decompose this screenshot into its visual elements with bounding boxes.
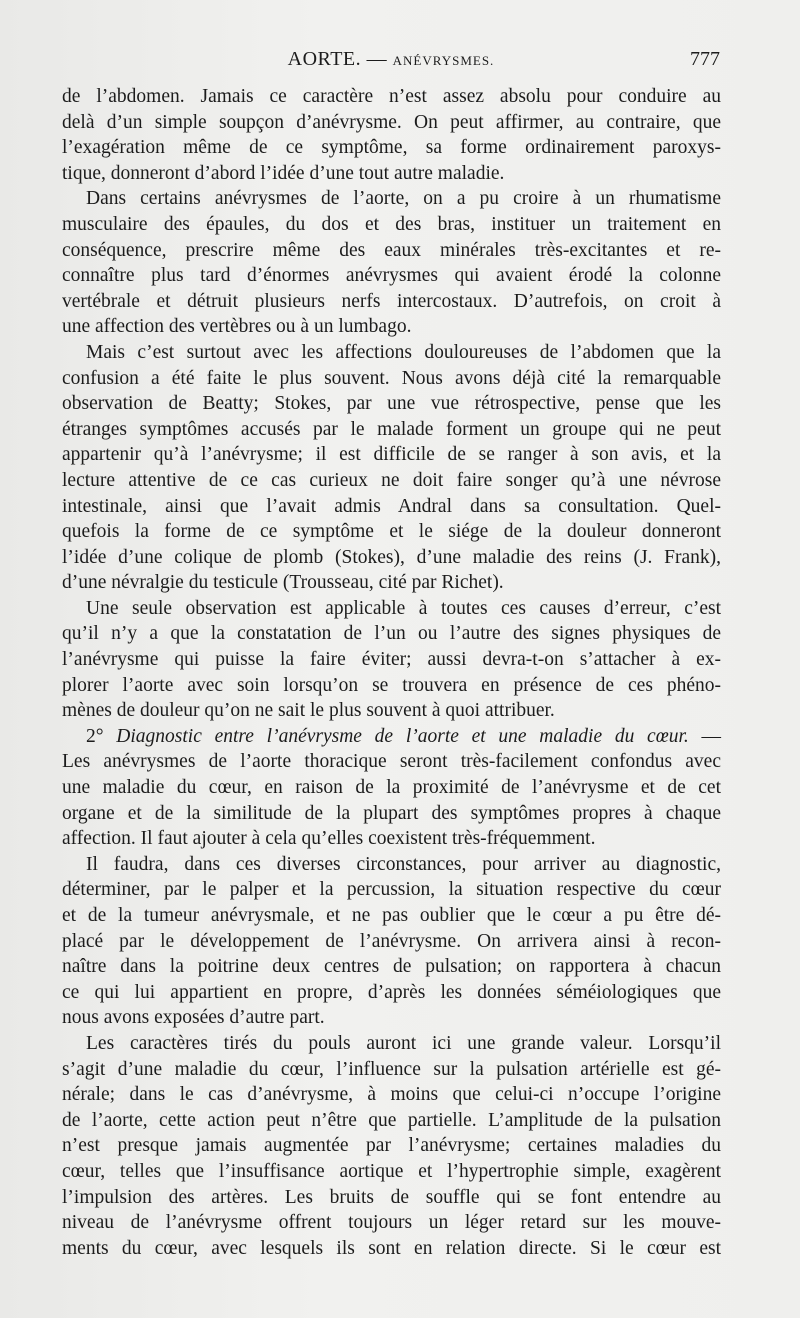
- text-line: cœur, telles que l’insuffisance aortique et l’hypertrophie simple, exagèrent: [62, 1160, 721, 1182]
- text-line: l’exagération même de ce symptôme, sa forme ordinairement paroxys-: [62, 137, 721, 159]
- text-line: observation de Beatty; Stokes, par une vue rétrospective, pense que les: [62, 393, 721, 415]
- paragraph-start-line: Mais c’est surtout avec les affections douloureuses de l’abdomen que la: [86, 341, 721, 363]
- text-line: tique, donneront d’abord l’idée d’une tout autre maladie.: [62, 162, 505, 184]
- text-line: s’agit d’une maladie du cœur, l’influence sur la pulsation artérielle est gé-: [62, 1058, 721, 1080]
- paragraph-start-line: Une seule observation est applicable à toutes ces causes d’erreur, c’est: [86, 597, 721, 619]
- text-line: naître dans la poitrine deux centres de pulsation; on rapportera à chacun: [62, 956, 721, 978]
- text-line: l’impulsion des artères. Les bruits de souffle qui se font entendre au: [62, 1186, 721, 1208]
- text-line: confusion a été faite le plus souvent. Nous avons déjà cité la remarquable: [62, 367, 721, 389]
- text-line: organe et de la similitude de la plupart des symptômes propres à chaque: [62, 802, 721, 824]
- running-title-sub: ANÉVRYSMES.: [392, 53, 495, 68]
- text-line: lecture attentive de ce cas curieux ne doit faire songer qu’à une névrose: [62, 469, 721, 491]
- text-line: conséquence, prescrire même des eaux minérales très-excitantes et re-: [62, 239, 721, 261]
- text-line: une affection des vertèbres ou à un lumbago.: [62, 316, 412, 338]
- text-line: mènes de douleur qu’on ne sait le plus souvent à quoi attribuer.: [62, 700, 555, 722]
- text-line: n’est presque jamais augmentée par l’anévrysme; certaines maladies du: [62, 1135, 721, 1157]
- text-line: l’idée d’une colique de plomb (Stokes), d’une maladie des reins (J. Frank),: [62, 546, 721, 568]
- text-line: quefois la forme de ce symptôme et le siége de la douleur donneront: [62, 521, 721, 543]
- text-line: d’une névralgie du testicule (Trousseau, cité par Richet).: [62, 572, 504, 594]
- text-line: l’anévrysme qui puisse la faire éviter; aussi devra-t-on s’attacher à ex-: [62, 649, 721, 671]
- section-heading-dash: —: [688, 725, 722, 747]
- text-line: ce qui lui appartient en propre, d’après les données séméiologiques que: [62, 981, 721, 1003]
- text-line: appartenir qu’à l’anévrysme; il est difficile de se ranger à son avis, et la: [62, 444, 721, 466]
- running-title-main: AORTE. —: [287, 48, 388, 70]
- section-number: 2°: [86, 725, 104, 747]
- text-line: nous avons exposées d’autre part.: [62, 1007, 325, 1029]
- running-header: [62, 48, 720, 74]
- text-line: étranges symptômes accusés par le malade forment un groupe qui ne peut: [62, 418, 721, 440]
- text-line: Les anévrysmes de l’aorte thoracique seront très-facilement confondus avec: [62, 751, 721, 773]
- text-line: et de la tumeur anévrysmale, et ne pas oublier que le cœur a pu être dé-: [62, 905, 721, 926]
- text-line: qu’il n’y a que la constatation de l’un ou l’autre des signes physiques de: [62, 623, 721, 645]
- text-line: de l’abdomen. Jamais ce caractère n’est assez absolu pour conduire au: [62, 86, 721, 107]
- text-line: ments du cœur, avec lesquels ils sont en relation directe. Si le cœur est: [62, 1237, 721, 1259]
- text-line: vertébrale et détruit plusieurs nerfs intercostaux. D’autrefois, on croit à: [62, 290, 721, 312]
- body-text: [62, 84, 721, 1261]
- running-title: [62, 48, 720, 71]
- text-line: placé par le développement de l’anévrysme. On arrivera ainsi à recon-: [62, 930, 721, 952]
- text-line: plorer l’aorte avec soin lorsqu’on se trouvera en présence de ces phéno-: [62, 674, 721, 696]
- text-line: delà d’un simple soupçon d’anévrysme. On peut affirmer, au contraire, que: [62, 111, 721, 133]
- text-line: niveau de l’anévrysme offrent toujours un léger retard sur les mouve-: [62, 1212, 721, 1234]
- text-line: une maladie du cœur, en raison de la proximité de l’anévrysme et de cet: [62, 777, 721, 799]
- paragraph-start-line: Il faudra, dans ces diverses circonstances, pour arriver au diagnostic,: [86, 853, 721, 875]
- text-line: affection. Il faut ajouter à cela qu’elles coexistent très-fréquemment.: [62, 828, 596, 850]
- section-heading-italic: Diagnostic entre l’anévrysme de l’aorte et une maladie du cœur.: [116, 725, 689, 747]
- text-line: de l’aorte, cette action peut n’être que partielle. L’amplitude de la pulsation: [62, 1109, 721, 1131]
- text-line: connaître plus tard d’énormes anévrysmes qui avaient érodé la colonne: [62, 265, 721, 287]
- paragraph-start-line: Les caractères tirés du pouls auront ici une grande valeur. Lorsqu’il: [86, 1032, 721, 1054]
- text-line: nérale; dans le cas d’anévrysme, à moins que celui-ci n’occupe l’origine: [62, 1084, 721, 1106]
- text-line: musculaire des épaules, du dos et des bras, instituer un traitement en: [62, 213, 721, 235]
- text-line: déterminer, par le palper et la percussion, la situation respective du cœur: [62, 879, 721, 901]
- page-number: 777: [690, 48, 720, 70]
- text-line: intestinale, ainsi que l’avait admis Andral dans sa consultation. Quel-: [62, 495, 721, 517]
- section-heading-line: [62, 724, 721, 750]
- paragraph-start-line: Dans certains anévrysmes de l’aorte, on a pu croire à un rhumatisme: [86, 188, 721, 210]
